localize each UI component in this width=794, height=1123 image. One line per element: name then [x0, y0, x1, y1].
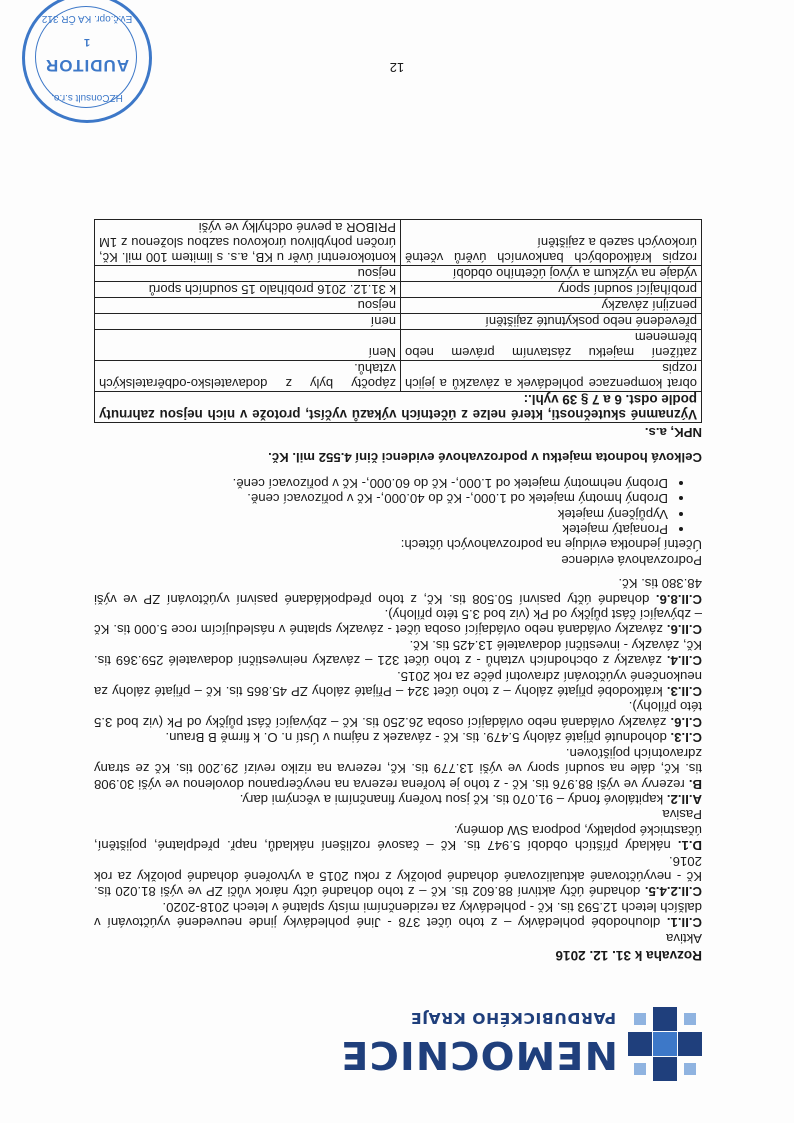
item-text: rezervy ve výši 88.976 tis. Kč - z toho je tvořena rezerva na nevyčerpanou dovolenou ve výši 30.908 tis. Kč, dále na soudní spory ve výši 13.779 tis. Kč, rezerva na riziko revizí 29.200 tis. Kč ze strany zdravotních pojišťoven. — [94, 745, 702, 792]
item-text: závazky ovládaná nebo ovládající osoba účet - závazky splatné v následujícím roce 5.000 tis. Kč – zbývající část půjčky od Pk (viz bod 3.5 této přílohy). — [94, 607, 702, 638]
item-code: C.II.2.4.5. — [644, 884, 702, 900]
evidence-list — [94, 475, 702, 537]
paragraph — [94, 637, 702, 668]
table-cell: nejsou — [95, 265, 401, 281]
table-cell: k 31.12. 2016 probíhalo 15 soudních sporů — [95, 281, 401, 297]
logo-subtitle: PARDUBICKÉHO KRAJE — [410, 1009, 616, 1027]
paragraph — [94, 668, 702, 699]
table-cell: nejsou — [95, 297, 401, 313]
paragraph — [94, 699, 702, 730]
paragraph — [94, 853, 702, 899]
subheading-aktiva: Aktiva — [666, 930, 702, 946]
stamp-registration: Ev.č.opr. KA ČR 312 — [41, 13, 133, 24]
paragraph — [94, 899, 702, 930]
item-text: dohadné účty pasivní 50.508 tis. Kč, z toho předpokládané pasivní vyúčtování ZP ve výši 48.380 tis. Kč. — [94, 576, 702, 607]
item-code: C.II.4. — [666, 653, 702, 669]
item-text: závazky ovládaná nebo ovládající osoba 26.250 tis. Kč – zbývající část půjčky od Pk (viz bod 3.5 této přílohy). — [94, 699, 702, 730]
stamp-number: 1 — [83, 36, 91, 48]
item-code: D.1. — [677, 838, 702, 854]
item-text: dohodnuté přijaté zálohy 5.479. tis. Kč - závazek z nájmu v Ústí n. O. k firmě B Braun. — [165, 730, 671, 746]
item-text: dlouhodobé pohledávky – z toho účet 378 - Jiné pohledávky jinde neuvedené vyúčtování v dalších letech 12.593 tis. Kč - pohledávky za rezidenčními místy splatné v letech 2018-2020. — [94, 899, 702, 931]
table-header-row — [95, 391, 702, 422]
item-code: C.I.6. — [670, 714, 702, 730]
item-code: C.II.6. — [666, 622, 702, 638]
subheading-evidence: Podrozvahová evidence — [561, 552, 702, 568]
facts-table — [94, 219, 702, 423]
table-row — [95, 329, 702, 360]
page-number: 12 — [389, 60, 405, 75]
section-title: Rozvaha k 31. 12. 2016 — [555, 948, 702, 963]
paragraph — [94, 745, 702, 791]
list-item: • Vypůjčený majetek — [94, 506, 668, 521]
table-row — [95, 360, 702, 391]
paragraph — [94, 576, 702, 607]
paragraph — [94, 792, 702, 807]
table-row — [95, 281, 702, 297]
table-cell: zatížení majetku zástavním právem nebo břemenem — [401, 329, 702, 360]
item-code: C.II.8.6. — [655, 591, 702, 607]
item-text: závazky z obchodních vztahů - z toho účet 321 – závazky neinvestiční dodavatelé 259.369 tis. Kč, závazky - investiční dodavatelé 13.425 tis. Kč. — [94, 637, 702, 669]
logo-name: NEMOCNICE — [340, 1033, 618, 1077]
table-row — [95, 219, 702, 265]
table-row — [95, 313, 702, 329]
list-item: • Pronajatý majetek — [94, 522, 668, 537]
company-name: NPK, a.s. — [644, 425, 702, 440]
table-row — [95, 297, 702, 313]
item-text: krátkodobé přijaté zálohy – z toho účet 324 – Přijaté zálohy ZP 45.865 tis. Kč – přijaté zálohy za neukončené vyúčtování zdravotní péče za rok 2015. — [94, 668, 702, 700]
item-code: A.II.2. — [666, 791, 702, 807]
item-text: kapitálové fondy – 91.070 tis. Kč jsou tvořeny finančními a věcnými dary. — [239, 791, 667, 807]
item-code: C.I.3. — [670, 730, 702, 746]
table-cell: převedené nebo poskytnuté zajištění — [401, 313, 702, 329]
stamp-title: AUDITOR — [44, 56, 130, 75]
evidence-intro: Účetní jednotka eviduje na podrozvahových účtech: — [400, 537, 702, 553]
subheading-pasiva: Pasiva — [662, 807, 702, 823]
auditor-stamp — [22, 0, 152, 123]
item-code: C.II.1. — [666, 915, 702, 931]
item-text: dohadné účty aktivní 88.602 tis. Kč – z toho dohadné účty nárok vůči ZP ve výši 81.020 tis. Kč - nevyúčtované aktualizované dohadné položky z roku 2015 a vytvořené dohadné položky za rok 2016. — [94, 853, 702, 900]
item-code: B. — [688, 776, 702, 792]
paragraph — [94, 607, 702, 638]
item-code: C.II.3. — [666, 684, 702, 700]
table-header: Významné skutečnosti, které nelze z účetních výkazů vyčíst, protože v nich nejsou zahrnuty podle odst. 6 a 7 § 39 vyhl.: — [95, 391, 702, 422]
paragraph — [94, 730, 702, 745]
table-cell: penzijní závazky — [401, 297, 702, 313]
table-cell: obrat kompenzace pohledávek a závazků a jejich rozpis — [401, 360, 702, 391]
table-cell: Není — [95, 329, 401, 360]
paragraph — [94, 822, 702, 853]
table-cell: výdaje na výzkum a vývoj účetního období — [401, 265, 702, 281]
list-item: • Drobný hmotný majetek od 1.000,- Kč do 40.000,- Kč v pořizovací ceně. — [94, 491, 668, 506]
table-cell: probíhající soudní spory — [401, 281, 702, 297]
item-text: náklady příštích období 5.947 tis. Kč – časové rozlišení nákladů, např. předplatné, pojištění, účastnické poplatky, podpora SW domény. — [94, 822, 702, 854]
table-cell: zápočty byly z dodavatelsko-odběratelských vztahů. — [95, 360, 401, 391]
list-item: • Drobný nehmotný majetek od 1.000,- Kč do 60.000,- Kč v pořizovací ceně. — [94, 475, 668, 490]
total-value-statement: Celková hodnota majetku v podrozvahové evidenci činí 4.552 mil. Kč. — [268, 450, 702, 466]
table-cell: není — [95, 313, 401, 329]
logo-cross-icon — [628, 1007, 702, 1081]
table-row — [95, 265, 702, 281]
stamp-company: HZConsult s.r.o. — [51, 92, 123, 103]
document-body — [94, 219, 702, 963]
table-cell: kontokorentní úvěr u KB, a.s. s limitem 100 mil. Kč, úročen pohyblivou úrokovou sazbou složenou z 1M PRIBOR a pevné odchylky ve výši — [95, 219, 401, 265]
table-cell: rozpis krátkodobých bankovních úvěrů včetně úrokových sazeb a zajištění — [401, 219, 702, 265]
